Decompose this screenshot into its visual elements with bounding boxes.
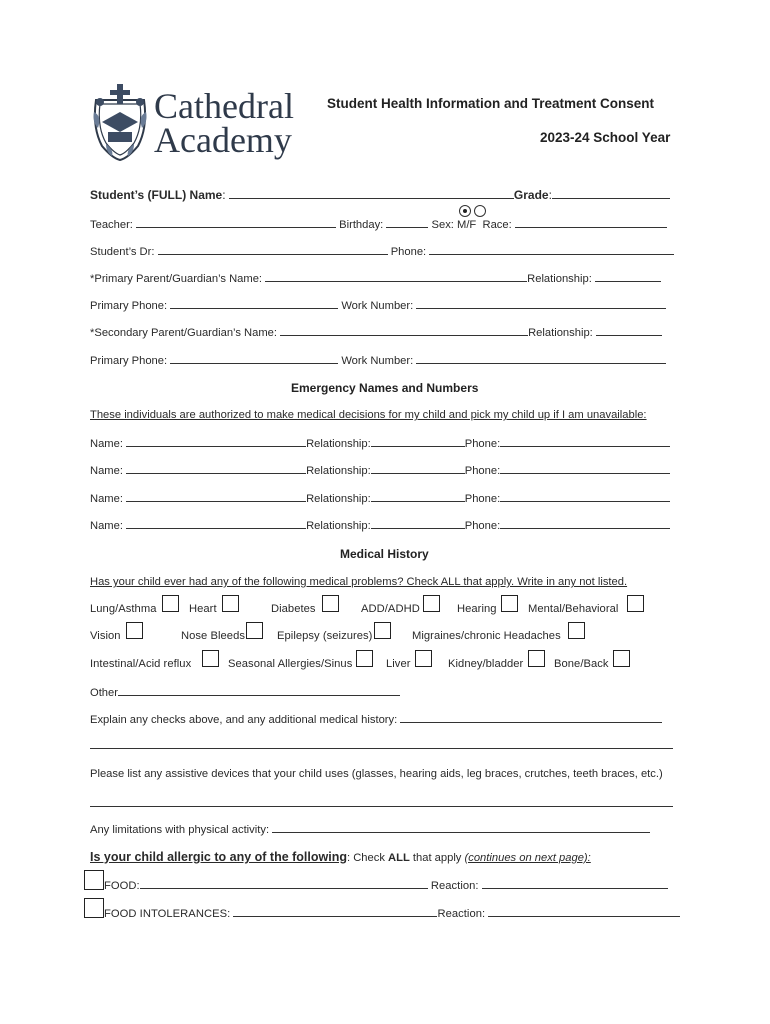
food-intolerance-checkbox[interactable] [84,898,104,918]
condition-seasonal-allergies-label: Seasonal Allergies/Sinus [228,658,353,670]
emergency-name-field[interactable] [126,518,306,529]
teacher-field[interactable] [136,217,336,228]
race-label: Race: [482,219,512,231]
emergency-instruction: These individuals are authorized to make medical decisions for my child and pick my child up if I am unavailable: [90,409,647,421]
other-row [90,685,400,699]
emergency-contact-row: Name: Relationship: Phone: [90,491,670,505]
emergency-relationship-field[interactable] [371,436,465,447]
food-allergy-checkbox[interactable] [84,870,104,890]
intolerance-reaction-label: Reaction: [437,908,486,920]
condition-intestinal-checkbox[interactable] [202,650,219,667]
emergency-name-field[interactable] [126,436,306,447]
work-number-label: Work Number: [341,300,414,312]
primary-relationship-label: Relationship: [527,273,592,285]
limitations-label: Any limitations with physical activity: [90,824,270,836]
teacher-label: Teacher: [90,219,133,231]
food-intolerance-label: FOOD INTOLERANCES: [104,908,231,920]
condition-diabetes-label: Diabetes [271,603,316,615]
logo-line2: Academy [154,120,292,160]
intolerance-reaction-field[interactable] [488,906,680,917]
condition-lung-asthma-label: Lung/Asthma [90,603,157,615]
emergency-relationship-field[interactable] [371,518,465,529]
condition-lung-asthma-checkbox[interactable] [162,595,179,612]
allergy-heading: Is your child allergic to any of the following [90,850,347,864]
limitations-field[interactable] [272,822,650,833]
condition-migraines-checkbox[interactable] [568,622,585,639]
school-logo [88,82,308,162]
secondary-phone-label: Primary Phone: [90,355,168,367]
food-reaction-label: Reaction: [430,880,479,892]
condition-mental-behavioral-label: Mental/Behavioral [528,603,619,615]
condition-nose-bleeds-label: Nose Bleeds [181,630,245,642]
condition-liver-label: Liver [386,658,411,670]
primary-guardian-label: *Primary Parent/Guardian’s Name: [90,273,263,285]
condition-heart-label: Heart [189,603,217,615]
secondary-relationship-field[interactable] [596,325,662,336]
food-label: FOOD: [104,880,140,892]
condition-mental-behavioral-checkbox[interactable] [627,595,644,612]
birthday-label: Birthday: [339,219,384,231]
secondary-phone-field[interactable] [170,353,338,364]
allergy-heading-row: Is your child allergic to any of the following: Check ALL that apply (continues on next page): [90,850,591,864]
emergency-contact-row: Name: Relationship: Phone: [90,463,670,477]
food-field[interactable] [140,878,428,889]
condition-kidney-label: Kidney/bladder [448,658,524,670]
primary-guardian-row [90,271,661,285]
sex-label: Sex: M/F [431,219,477,231]
other-field[interactable] [118,685,400,696]
condition-epilepsy-label: Epilepsy (seizures) [277,630,373,642]
secondary-work-number-label: Work Number: [341,355,414,367]
condition-add-adhd-checkbox[interactable] [423,595,440,612]
work-number-field[interactable] [416,298,666,309]
other-label: Other [90,687,118,699]
primary-guardian-field[interactable] [265,271,527,282]
emergency-name-field[interactable] [126,491,306,502]
student-name-row: Student’s (FULL) Name: Grade: [90,188,670,202]
condition-add-adhd-label: ADD/ADHD [361,603,420,615]
explain-field[interactable] [400,712,662,723]
sex-radio-male[interactable] [459,205,471,217]
condition-diabetes-checkbox[interactable] [322,595,339,612]
doctor-field[interactable] [158,244,388,255]
condition-nose-bleeds-checkbox[interactable] [246,622,263,639]
condition-heart-checkbox[interactable] [222,595,239,612]
condition-vision-checkbox[interactable] [126,622,143,639]
emergency-name-field[interactable] [126,463,306,474]
condition-bone-back-label: Bone/Back [554,658,609,670]
food-reaction-field[interactable] [482,878,668,889]
explain-label: Explain any checks above, and any additional medical history: [90,714,398,726]
limitations-row [90,822,650,836]
condition-hearing-label: Hearing [457,603,497,615]
doctor-phone-label: Phone: [390,246,427,258]
assistive-devices-label: Please list any assistive devices that your child uses (glasses, hearing aids, leg braces, crutches, teeth braces, etc.) [90,768,663,780]
secondary-phone-row [90,353,666,367]
emergency-phone-field[interactable] [500,436,670,447]
primary-phone-row [90,298,666,312]
grade-field[interactable] [552,188,670,199]
emergency-phone-field[interactable] [500,463,670,474]
teacher-row [90,217,667,231]
birthday-field[interactable] [386,217,428,228]
crest-icon [88,82,152,162]
primary-phone-label: Primary Phone: [90,300,168,312]
sex-radio-female[interactable] [474,205,486,217]
explain-row [90,712,662,726]
race-field[interactable] [515,217,667,228]
condition-liver-checkbox[interactable] [415,650,432,667]
emergency-phone-field[interactable] [500,491,670,502]
medical-heading: Medical History [340,547,429,561]
emergency-heading: Emergency Names and Numbers [291,381,479,395]
form-title: Student Health Information and Treatment Consent [327,96,655,111]
condition-intestinal-label: Intestinal/Acid reflux [90,658,192,670]
explain-field-line2[interactable] [90,738,673,749]
emergency-relationship-field[interactable] [371,463,465,474]
student-name-label: Student’s (FULL) Name [90,188,223,202]
doctor-phone-field[interactable] [429,244,674,255]
emergency-relationship-field[interactable] [371,491,465,502]
secondary-guardian-field[interactable] [280,325,528,336]
doctor-row [90,244,674,258]
secondary-guardian-row [90,325,662,339]
condition-seasonal-allergies-checkbox[interactable] [356,650,373,667]
food-intolerance-row [104,906,680,920]
emergency-phone-field[interactable] [500,518,670,529]
student-name-field[interactable] [229,188,514,199]
food-allergy-row [104,878,668,892]
condition-migraines-label: Migraines/chronic Headaches [412,630,561,642]
assistive-devices-field[interactable] [90,796,673,807]
grade-label: Grade [513,188,549,202]
primary-relationship-field[interactable] [595,271,661,282]
secondary-work-number-field[interactable] [416,353,666,364]
secondary-relationship-label: Relationship: [528,327,593,339]
condition-hearing-checkbox[interactable] [501,595,518,612]
condition-kidney-checkbox[interactable] [528,650,545,667]
primary-phone-field[interactable] [170,298,338,309]
condition-vision-label: Vision [90,630,121,642]
medical-instruction: Has your child ever had any of the following medical problems? Check ALL that apply. Write in any not listed. [90,576,628,588]
emergency-contact-row: Name: Relationship: Phone: [90,436,670,450]
doctor-label: Student’s Dr: [90,246,155,258]
food-intolerance-field[interactable] [233,906,437,917]
logo-line1: Cathedral [154,86,294,126]
secondary-guardian-label: *Secondary Parent/Guardian’s Name: [90,327,277,339]
condition-epilepsy-checkbox[interactable] [374,622,391,639]
school-year: 2023-24 School Year [540,130,671,145]
condition-bone-back-checkbox[interactable] [613,650,630,667]
emergency-contact-row: Name: Relationship: Phone: [90,518,670,532]
